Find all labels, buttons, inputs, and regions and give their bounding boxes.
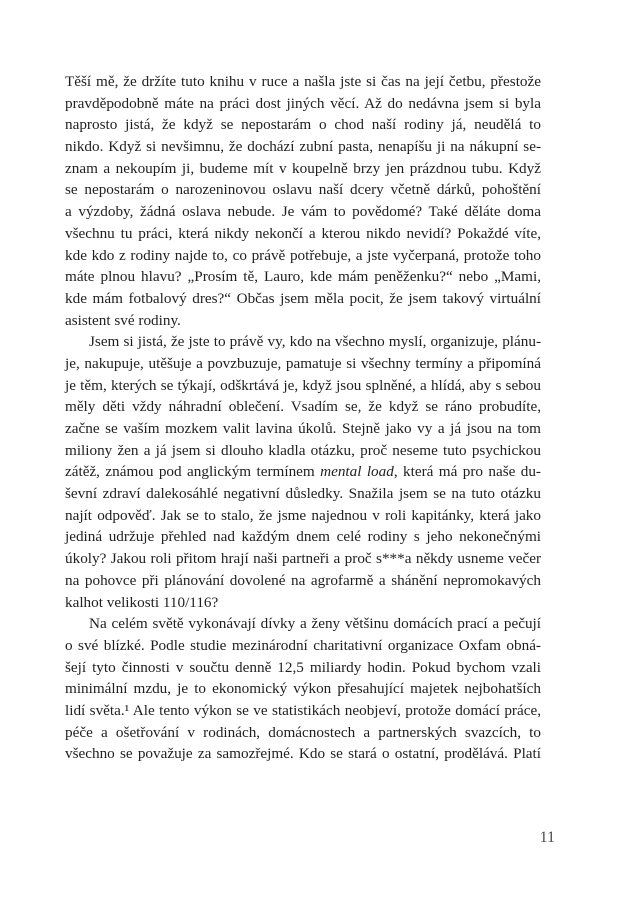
- text-line: najít odpověď. Jak se to stalo, že jsme najednou v roli kapitánky, která jako: [65, 506, 541, 524]
- text-line: Na celém světě vykonávají dívky a ženy většinu domácích prací a pečují: [89, 615, 541, 633]
- text-line: máte plnou hlavu? „Prosím tě, Lauro, kde mám peněženku?“ nebo „Mami,: [65, 268, 541, 286]
- text-line: je, nakupuje, utěšuje a povzbuzuje, pamatuje si všechny termíny a připomíná: [65, 354, 541, 372]
- text-line: péče a ošetřování v rodinách, domácnostech a partnerských svazcích, to: [65, 723, 541, 741]
- text-line: všechnu tu práci, která nikdy nekončí a kterou nikdo nevidí? Pokaždé víte,: [65, 224, 541, 242]
- text-line: je těm, kterých se týkají, odškrtává je, když jsou splněné, a hlídá, aby s sebou: [65, 376, 541, 394]
- text-line: asistent své rodiny.: [65, 311, 181, 329]
- text-line: na pohovce při plánování dovolené na agrofarmě a shánění nepromokavých: [65, 571, 541, 589]
- body-text: [65, 71, 541, 765]
- text-line: se nepostarám o narozeninovou oslavu naší dcery včetně dárků, pohoštění: [65, 181, 541, 199]
- text-line: měly děti vždy náhradní oblečení. Vsadím se, že když se ráno probudíte,: [65, 398, 541, 416]
- text-line: všechno se považuje za samozřejmé. Kdo se stará o ostatní, prodělává. Platí: [65, 745, 541, 763]
- text-line: naprosto jistá, že když se nepostarám o chod naší rodiny já, neudělá to: [65, 116, 541, 134]
- text-line: kde kdo z rodiny najde to, co právě potřebuje, a jste vyčerpaná, protože toho: [65, 246, 541, 264]
- text-line: jediná udržuje přehled nad každým dnem celé rodiny s jeho nekonečnými: [65, 528, 541, 546]
- text-line: úkoly? Jakou roli přitom hrají naši partneři a proč s***a někdy usneme večer: [65, 550, 541, 568]
- text-line: šejí tyto činnosti v součtu denně 12,5 miliardy hodin. Pokud bychom vzali: [65, 658, 541, 676]
- text-line: a výzdoby, žádná oslava nebude. Je vám to povědomé? Také děláte doma: [65, 203, 541, 221]
- text-line: pravděpodobně máte na práci dost jiných věcí. Až do nedávna jsem si byla: [65, 94, 541, 112]
- text-line: nikdo. Když si nevšimnu, že dochází zubní pasta, nenapíšu ji na nákupní se-: [65, 138, 541, 156]
- text-line: Jsem si jistá, že jste to právě vy, kdo na všechno myslí, organizuje, plánu-: [89, 333, 541, 351]
- text-line: kde mám fotbalový dres?“ Občas jsem měla pocit, že jsem takový virtuální: [65, 289, 541, 307]
- text-line: Těší mě, že držíte tuto knihu v ruce a našla jste si čas na její četbu, přestože: [65, 73, 541, 90]
- text-line: začne se vaším mozkem valit lavina úkolů. Stejně jako vy a já jsou na tom: [65, 420, 541, 437]
- text-line: o své blízké. Podle studie mezinárodní charitativní organizace Oxfam obná-: [65, 636, 541, 654]
- text-line: kalhot velikosti 110/116?: [65, 593, 219, 611]
- text-line: ševní zdraví dalekosáhlé negativní důsledky. Snažila jsem se na tuto otázku: [65, 485, 541, 503]
- text-line: lidí světa.¹ Ale tento výkon se ve statistikách neobjeví, protože domácí práce,: [65, 701, 541, 719]
- page-number: 11: [539, 829, 555, 846]
- text-line: miliony žen a já jsem si dlouho kladla otázku, proč neseme tuto psychickou: [65, 441, 541, 459]
- text-line: znam a nekoupím ji, budeme mít v koupelně brzy jen prázdnou tubu. Když: [65, 159, 541, 177]
- text-line: zátěž, známou pod anglickým termínem mental load, která má pro naše du-: [65, 463, 541, 481]
- text-line: minimální mzdu, je to ekonomický výkon přesahující majetek nejbohatších: [65, 680, 541, 698]
